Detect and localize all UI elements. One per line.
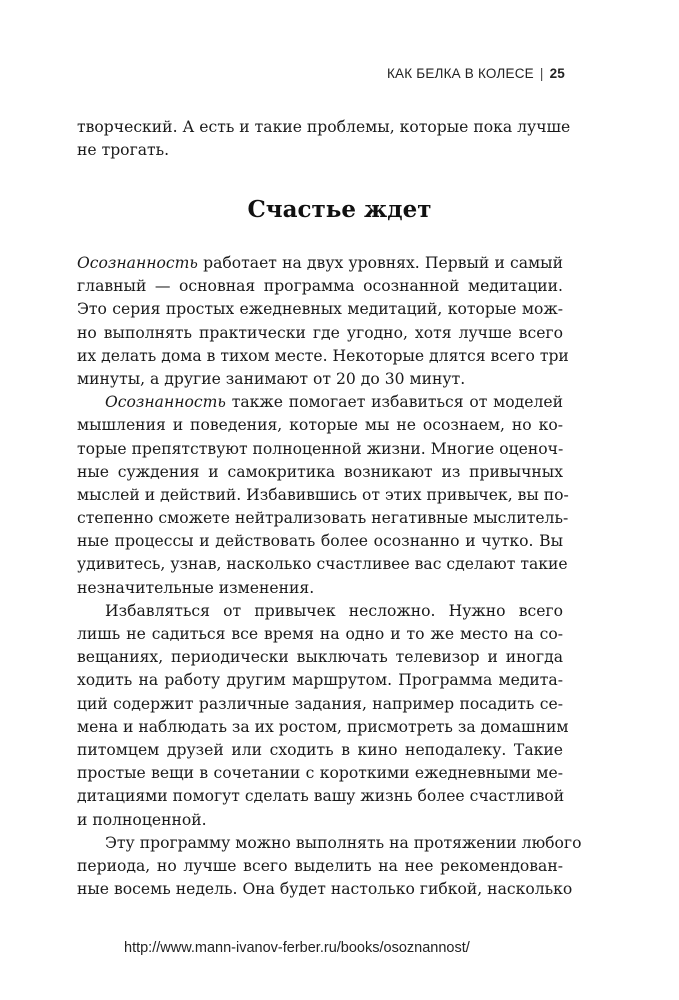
emphasis: Осознанность xyxy=(77,254,198,272)
text-line: ные восемь недель. Она будет настолько гибкой, насколько xyxy=(77,880,573,899)
running-title: КАК БЕЛКА В КОЛЕСЕ xyxy=(386,66,534,81)
section-heading: Счастье ждет xyxy=(247,196,432,223)
running-head-separator: | xyxy=(539,66,544,81)
text-line: ходить на работу другим маршрутом. Программа медита- xyxy=(77,671,563,690)
text-line: вещаниях, периодически выключать телевизор и иногда xyxy=(77,648,563,667)
text-line: главный — основная программа осознанной медитации. xyxy=(77,277,563,296)
text-line: мыслей и действий. Избавившись от этих привычек, вы по- xyxy=(77,485,569,504)
text-line: Осознанность также помогает избавиться от моделей xyxy=(105,393,563,412)
text-line: ные суждения и самокритика возникают из привычных xyxy=(77,462,563,481)
text-line: питомцем друзей или сходить в кино неподалеку. Такие xyxy=(77,740,563,759)
text-line: их делать дома в тихом месте. Некоторые длятся всего три xyxy=(77,346,569,365)
text-line: дитациями помогут сделать вашу жизнь более счастливой xyxy=(77,787,565,806)
text-line: торые препятствуют полноценной жизни. Многие оценоч- xyxy=(77,439,564,458)
text-line: незначительные изменения. xyxy=(77,578,315,597)
text-line: Это серия простых ежедневных медитаций, которые мож- xyxy=(77,300,563,319)
continued-paragraph xyxy=(77,116,571,162)
text-line: Эту программу можно выполнять на протяжении любого xyxy=(105,833,582,852)
text-line: Избавляться от привычек несложно. Нужно всего xyxy=(105,601,563,620)
text-line: творческий. А есть и такие проблемы, которые пока лучше xyxy=(77,118,571,136)
text-line: но выполнять практически где угодно, хотя лучше всего xyxy=(77,323,563,342)
footer-url[interactable]: http://www.mann-ivanov-ferber.ru/books/osoznannost/ xyxy=(124,940,470,956)
running-head xyxy=(387,66,565,81)
text-line: мышления и поведения, которые мы не осознаем, но ко- xyxy=(77,416,563,435)
text-line: Осознанность работает на двух уровнях. Первый и самый xyxy=(77,254,563,272)
emphasis: Осознанность xyxy=(105,393,226,412)
text-line: мена и наблюдать за их ростом, присмотреть за домашним xyxy=(77,717,569,736)
section-body xyxy=(77,252,582,901)
text-line: не трогать. xyxy=(77,141,170,160)
text-line: удивитесь, узнав, насколько счастливее вас сделают такие xyxy=(77,555,568,574)
text-line: простые вещи в сочетании с короткими ежедневными ме- xyxy=(77,764,563,783)
text-line: лишь не садиться все время на одно и то же место на со- xyxy=(77,625,563,643)
text-line: и полноценной. xyxy=(77,810,207,829)
text-line: периода, но лучше всего выделить на нее рекомендован- xyxy=(77,856,563,875)
text-line: минуты, а другие занимают от 20 до 30 минут. xyxy=(77,369,466,388)
text-line: ций содержит различные задания, например посадить се- xyxy=(77,694,563,713)
text-line: ные процессы и действовать более осознанно и чутко. Вы xyxy=(77,532,563,551)
text-line: степенно сможете нейтрализовать негативные мыслитель- xyxy=(77,509,569,528)
page-number: 25 xyxy=(549,66,565,81)
